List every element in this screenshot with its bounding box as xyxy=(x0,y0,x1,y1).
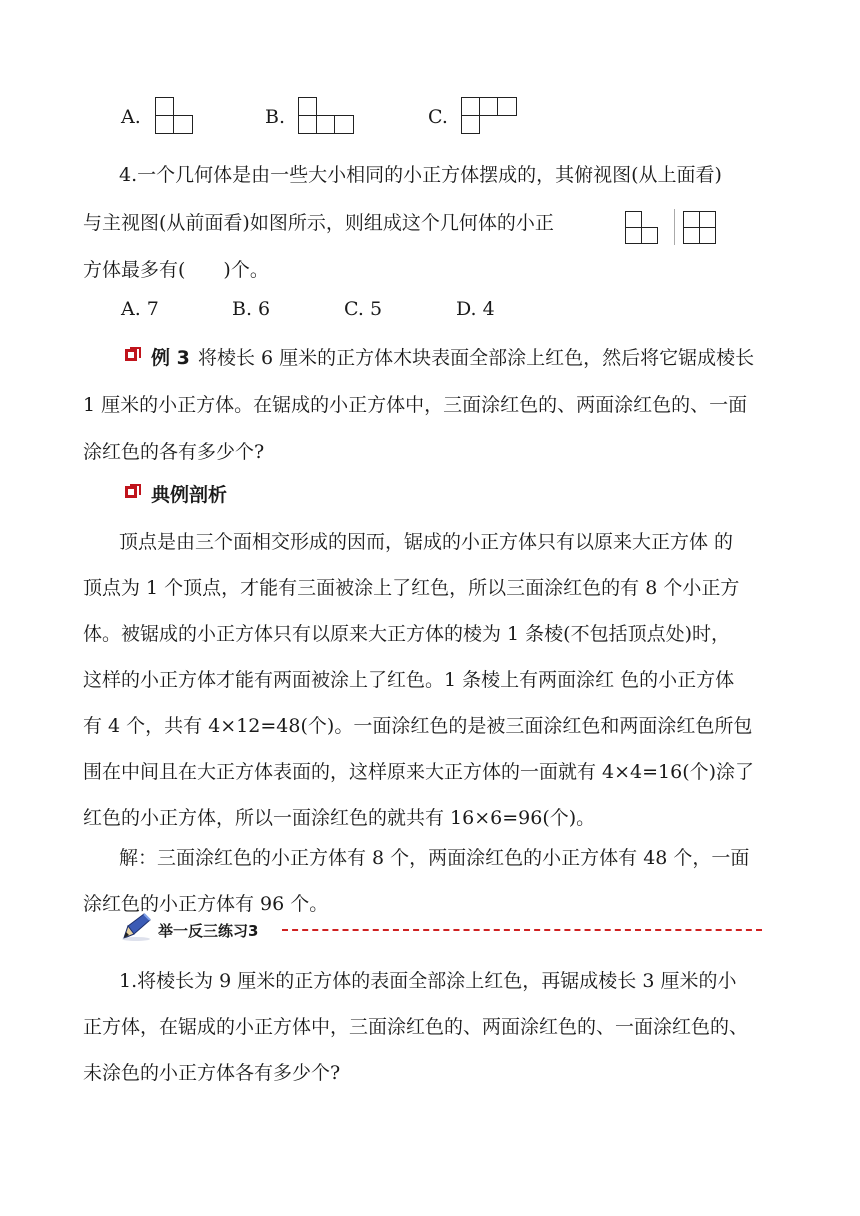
analysis-line-3: 体。被锯成的小正方体只有以原来大正方体的棱为 1 条棱(不包括顶点处)时， xyxy=(83,623,730,645)
option-c-label: C. xyxy=(428,106,448,128)
analysis-line-7: 红色的小正方体，所以一面涂红色的就共有 16×6=96(个)。 xyxy=(83,807,596,829)
solution-line-2: 涂红色的小正方体有 96 个。 xyxy=(83,893,329,915)
example-3-line3: 涂红色的各有多少个? xyxy=(83,441,265,463)
analysis-line-4: 这样的小正方体才能有两面被涂上了红色。1 条棱上有两面涂红 色的小正方体 xyxy=(83,669,735,691)
example-3-label: 例 3 xyxy=(151,347,190,369)
q4-option-d: D. 4 xyxy=(456,298,495,320)
example-3-line1: 将棱长 6 厘米的正方体木块表面全部涂上红色，然后将它锯成棱长 xyxy=(198,347,755,369)
question-4-line2: 与主视图(从前面看)如图所示，则组成这个几何体的小正 xyxy=(83,212,554,234)
q4-option-b: B. 6 xyxy=(232,298,271,320)
solution-line-1: 解：三面涂红色的小正方体有 8 个，两面涂红色的小正方体有 48 个，一面 xyxy=(119,847,750,869)
pencil-icon xyxy=(120,912,152,942)
practice-line-1: 1.将棱长为 9 厘米的正方体的表面全部涂上红色，再锯成棱长 3 厘米的小 xyxy=(119,970,737,992)
analysis-heading: 典例剖析 xyxy=(151,484,228,506)
example-3-line2: 1 厘米的小正方体。在锯成的小正方体中，三面涂红色的、两面涂红色的、一面 xyxy=(83,394,748,416)
question-4-line1: 4.一个几何体是由一些大小相同的小正方体摆成的，其俯视图(从上面看) xyxy=(119,164,722,186)
practice-divider xyxy=(282,929,762,931)
analysis-bullet-icon xyxy=(125,486,137,498)
analysis-line-6: 围在中间且在大正方体表面的，这样原来大正方体的一面就有 4×4=16(个)涂了 xyxy=(83,761,755,783)
practice-line-2: 正方体，在锯成的小正方体中，三面涂红色的、两面涂红色的、一面涂红色的、 xyxy=(83,1016,749,1038)
analysis-line-1: 顶点是由三个面相交形成的因而，锯成的小正方体只有以原来大正方体 的 xyxy=(119,531,734,553)
question-4-line3: 方体最多有( )个。 xyxy=(83,259,269,281)
practice-heading: 举一反三练习3 xyxy=(158,922,259,940)
q4-option-a: A. 7 xyxy=(121,298,159,320)
analysis-line-2: 顶点为 1 个顶点，才能有三面被涂上了红色，所以三面涂红色的有 8 个小正方 xyxy=(83,577,740,599)
option-b-label: B. xyxy=(265,106,286,128)
example-bullet-icon xyxy=(125,349,137,361)
analysis-line-5: 有 4 个，共有 4×12=48(个)。一面涂红色的是被三面涂红色和两面涂红色所包 xyxy=(83,715,753,737)
q4-option-c: C. 5 xyxy=(344,298,383,320)
option-a-label: A. xyxy=(121,106,141,128)
practice-line-3: 未涂色的小正方体各有多少个? xyxy=(83,1062,341,1084)
